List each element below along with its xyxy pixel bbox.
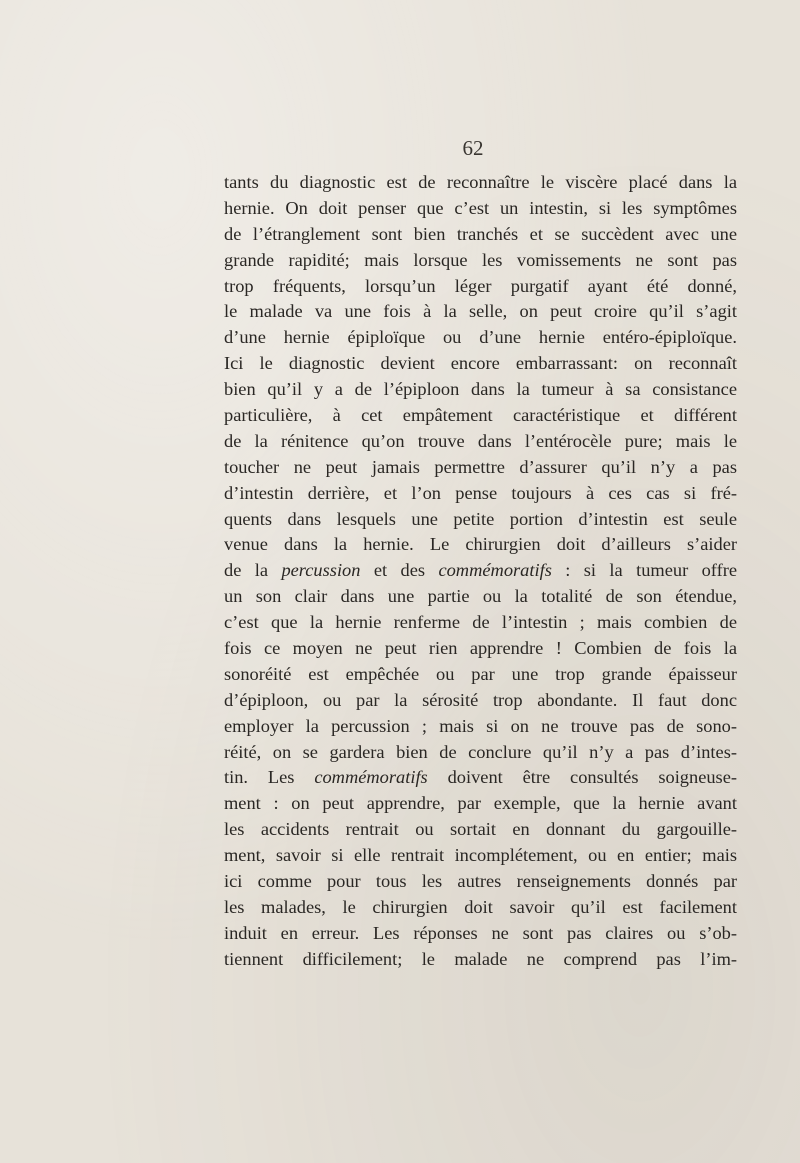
text-segment: les malades, le chirurgien doit savoir qu’il est facilement xyxy=(224,896,737,917)
text-segment: ici comme pour tous les autres renseignements donnés par xyxy=(224,871,737,892)
text-line xyxy=(224,636,737,662)
text-segment: particulière, à cet empâtement caractéristique et différent xyxy=(224,405,737,426)
text-segment: employer la percussion ; mais si on ne trouve pas de sono- xyxy=(224,715,737,736)
text-line xyxy=(224,222,737,248)
text-line xyxy=(224,714,737,740)
text-segment: doivent être consultés soigneuse- xyxy=(427,767,737,788)
text-segment: d’épiploon, ou par la sérosité trop abondante. Il faut donc xyxy=(224,689,737,710)
text-segment: ment : on peut apprendre, par exemple, que la hernie avant xyxy=(224,793,737,814)
text-segment: le malade va une fois à la selle, on peut croire qu’il s’agit xyxy=(224,301,737,322)
text-line xyxy=(224,274,737,300)
text-segment: trop fréquents, lorsqu’un léger purgatif ayant été donné, xyxy=(224,275,737,296)
text-line xyxy=(224,403,737,429)
text-segment: toucher ne peut jamais permettre d’assurer qu’il n’y a pas xyxy=(224,456,737,477)
text-segment: hernie. On doit penser que c’est un intestin, si les symptômes xyxy=(224,197,737,218)
text-line xyxy=(224,765,737,791)
text-segment: ment, savoir si elle rentrait incomplétement, ou en entier; mais xyxy=(224,845,737,866)
text-segment: et des xyxy=(360,560,439,581)
text-line xyxy=(224,869,737,895)
italic-term: commémoratifs xyxy=(314,767,428,788)
text-segment: quents dans lesquels une petite portion d’intestin est seule xyxy=(224,508,737,529)
text-line xyxy=(224,740,737,766)
text-line xyxy=(224,817,737,843)
text-line xyxy=(224,921,737,947)
text-line xyxy=(224,351,737,377)
text-line xyxy=(224,377,737,403)
text-segment: : si la tumeur offre xyxy=(551,560,737,581)
text-line xyxy=(224,558,737,584)
text-line xyxy=(224,791,737,817)
text-line xyxy=(224,507,737,533)
text-segment: réité, on se gardera bien de conclure qu’il n’y a pas d’intes- xyxy=(224,741,737,762)
text-segment: tin. Les xyxy=(224,767,315,788)
text-line xyxy=(224,429,737,455)
text-segment: c’est que la hernie renferme de l’intestin ; mais combien de xyxy=(224,612,737,633)
text-line xyxy=(224,843,737,869)
text-segment: induit en erreur. Les réponses ne sont pas claires ou s’ob- xyxy=(224,922,737,943)
text-line xyxy=(224,895,737,921)
body-text xyxy=(224,170,737,973)
text-segment: venue dans la hernie. Le chirurgien doit d’ailleurs s’aider xyxy=(224,534,737,555)
text-line xyxy=(224,455,737,481)
text-segment: de la xyxy=(224,560,282,581)
italic-term: percussion xyxy=(281,560,361,581)
text-segment: tants du diagnostic est de reconnaître le viscère placé dans la xyxy=(224,172,737,192)
text-line xyxy=(224,584,737,610)
text-segment: tiennent difficilement; le malade ne comprend pas l’im- xyxy=(224,948,737,969)
text-segment: d’intestin derrière, et l’on pense toujours à ces cas si fré- xyxy=(224,482,737,503)
text-line xyxy=(224,532,737,558)
text-line xyxy=(224,196,737,222)
text-line xyxy=(224,299,737,325)
text-segment: Ici le diagnostic devient encore embarrassant: on reconnaît xyxy=(224,353,737,374)
text-line xyxy=(224,248,737,274)
text-segment: de l’étranglement sont bien tranchés et se succèdent avec une xyxy=(224,223,737,244)
text-line xyxy=(224,325,737,351)
text-line xyxy=(224,170,737,196)
text-segment: fois ce moyen ne peut rien apprendre ! Combien de fois la xyxy=(224,638,737,659)
text-line xyxy=(224,481,737,507)
text-segment: les accidents rentrait ou sortait en donnant du gargouille- xyxy=(224,819,737,840)
text-line xyxy=(224,688,737,714)
text-line xyxy=(224,947,737,973)
text-segment: grande rapidité; mais lorsque les vomissements ne sont pas xyxy=(224,249,737,270)
page-number: 62 xyxy=(462,136,484,160)
text-line xyxy=(224,662,737,688)
text-segment: d’une hernie épiploïque ou d’une hernie entéro-épiploïque. xyxy=(224,327,737,348)
italic-term: commémoratifs xyxy=(438,560,552,581)
text-segment: sonoréité est empêchée ou par une trop grande épaisseur xyxy=(224,663,737,684)
text-segment: de la rénitence qu’on trouve dans l’entérocèle pure; mais le xyxy=(224,430,737,451)
text-segment: bien qu’il y a de l’épiploon dans la tumeur à sa consistance xyxy=(224,379,737,400)
text-segment: un son clair dans une partie ou la totalité de son étendue, xyxy=(224,586,737,607)
text-line xyxy=(224,610,737,636)
